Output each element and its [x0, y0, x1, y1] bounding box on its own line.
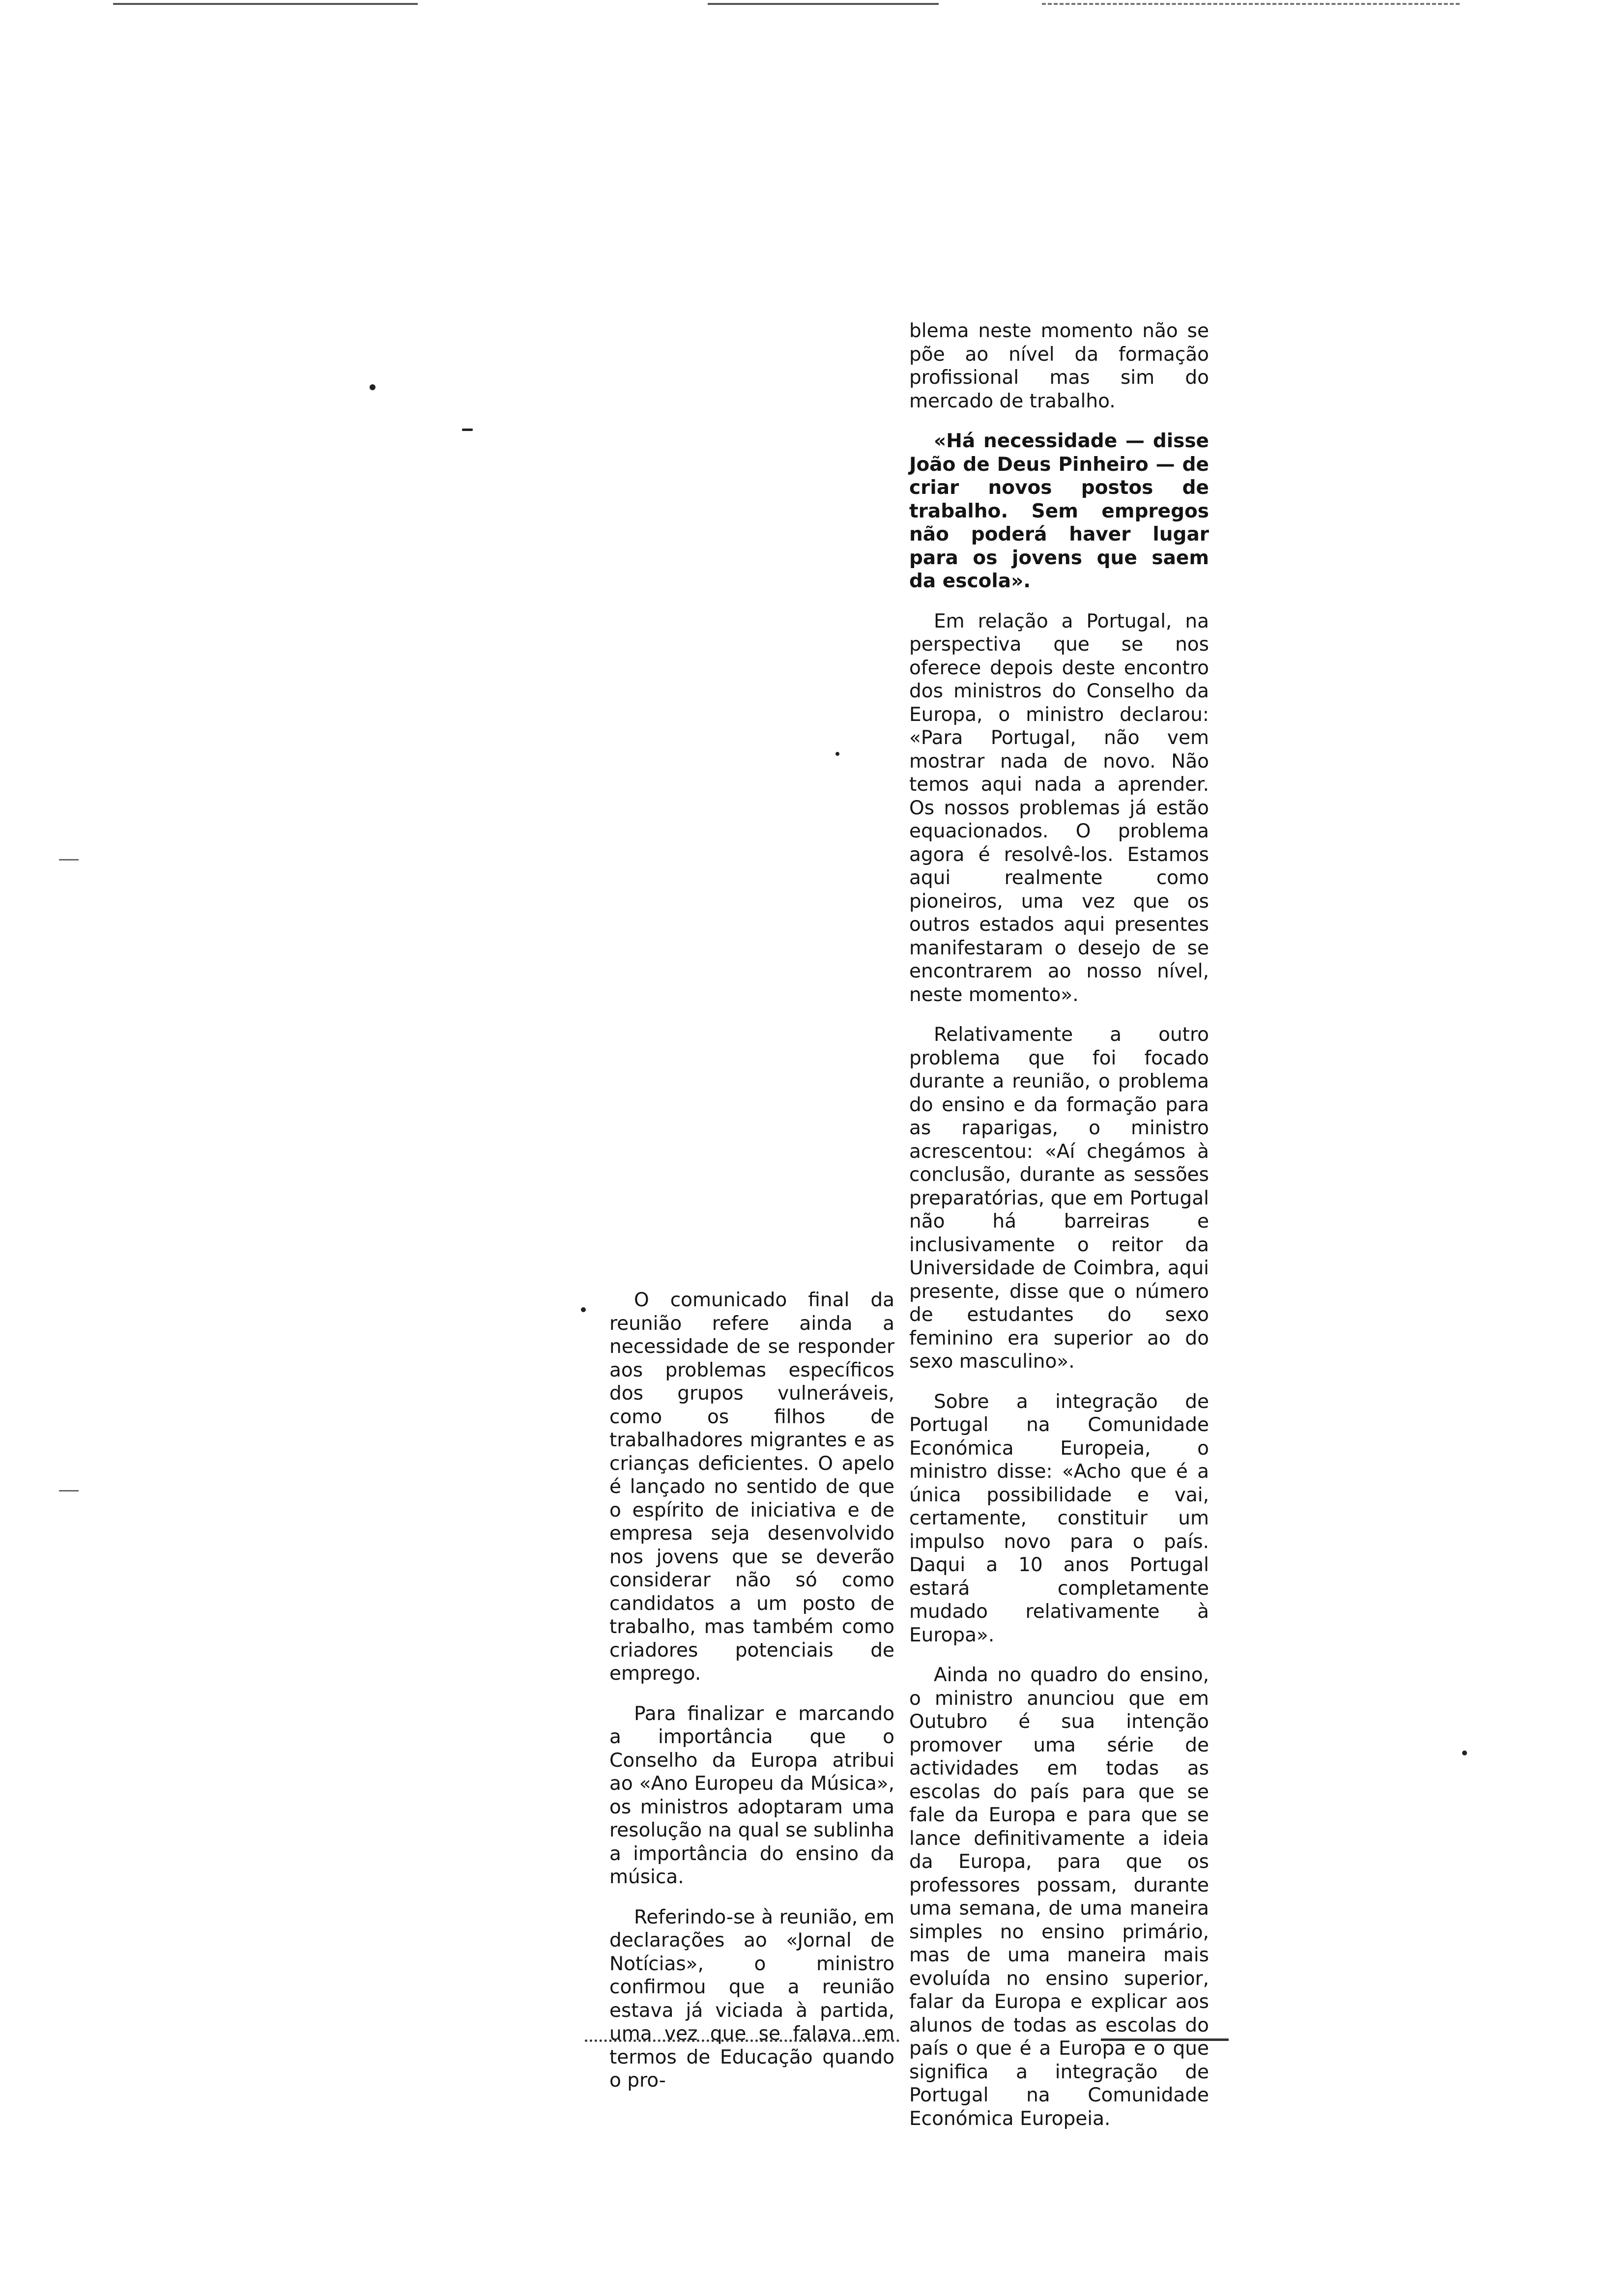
clipping-bottom-edge	[585, 2039, 899, 2042]
article-paragraph: blema neste momento não se põe ao nível da formação profissional mas sim do mercado de trabalho.	[909, 320, 1209, 412]
scan-speck	[835, 752, 839, 756]
scan-edge-rule	[113, 3, 418, 5]
article-paragraph: O comunicado final da reunião refere ainda a necessidade de se responder aos problemas específicos dos grupos vulneráveis, como os filhos de trabalhadores migrantes e as crianças deficientes. O apelo é lançado no sentido de que o espírito de iniciativa e de empresa seja desenvolvido nos jovens que se deverão considerar não só como candidatos a um posto de trabalho, mas também como criadores potenciais de emprego.	[609, 1289, 894, 1685]
article-paragraph: Sobre a integração de Portugal na Comunidade Económica Europeia, o ministro disse: «Acho que é a única possibilidade e vai, certamente, constituir um impulso novo para o país. Daqui a 10 anos Portugal estará completamente mudado relativamente à Europa».	[909, 1390, 1209, 1646]
scan-speck	[462, 429, 473, 431]
article-right-column	[909, 319, 1209, 2147]
article-paragraph: Referindo-se à reunião, em declarações ao «Jornal de Notícias», o ministro confirmou que a reunião estava já viciada à partida, uma vez que se falava em termos de Educação quando o pro-	[609, 1906, 894, 2092]
scan-speck	[1462, 1751, 1467, 1755]
article-paragraph: Relativamente a outro problema que foi focado durante a reunião, o problema do ensino e da formação para as raparigas, o ministro acrescentou: «Aí chegámos à conclusão, durante as sessões preparatórias, que em Portugal não há barreiras e inclusivamente o reitor da Universidade de Coimbra, aqui presente, disse que o número de estudantes do sexo feminino era superior ao do sexo masculino».	[909, 1024, 1209, 1373]
article-paragraph: Em relação a Portugal, na perspectiva que se nos oferece depois deste encontro dos ministros do Conselho da Europa, o ministro declarou: «Para Portugal, não vem mostrar nada de novo. Não temos aqui nada a aprender. Os nossos problemas já estão equacionados. O problema agora é resolvê-los. Estamos aqui realmente como pioneiros, uma vez que os outros estados aqui presentes manifestaram o desejo de se encontrarem ao nosso nível, neste momento».	[909, 610, 1209, 1006]
article-paragraph: Ainda no quadro do ensino, o ministro anunciou que em Outubro é sua intenção promover uma série de actividades em todas as escolas do país para que se fale da Europa e para que se lance definitivamente a ideia da Europa, para que os professores possam, durante uma semana, de uma maneira simples no ensino primário, mas de uma maneira mais evoluída no ensino superior, falar da Europa e explicar aos alunos de todas as escolas do país o que é a Europa e o que significa a integração de Portugal na Comunidade Económica Europeia.	[909, 1664, 1209, 2130]
clipping-bottom-edge	[1101, 2038, 1229, 2041]
article-quote-paragraph: «Há necessidade — disse João de Deus Pinheiro — de criar novos postos de trabalho. Sem empregos não poderá haver lugar para os jovens que saem da escola».	[909, 430, 1209, 592]
margin-mark	[59, 859, 79, 861]
scan-speck	[370, 384, 375, 390]
article-left-column	[609, 1289, 894, 2109]
scan-edge-rule	[1042, 3, 1460, 5]
margin-mark	[59, 1490, 79, 1492]
scan-speck	[581, 1307, 586, 1312]
article-paragraph: Para finalizar e marcando a importância que o Conselho da Europa atribui ao «Ano Europeu da Música», os ministros adoptaram uma resolução na qual se sublinha a importância do ensino da música.	[609, 1702, 894, 1888]
scan-edge-rule	[708, 3, 939, 5]
